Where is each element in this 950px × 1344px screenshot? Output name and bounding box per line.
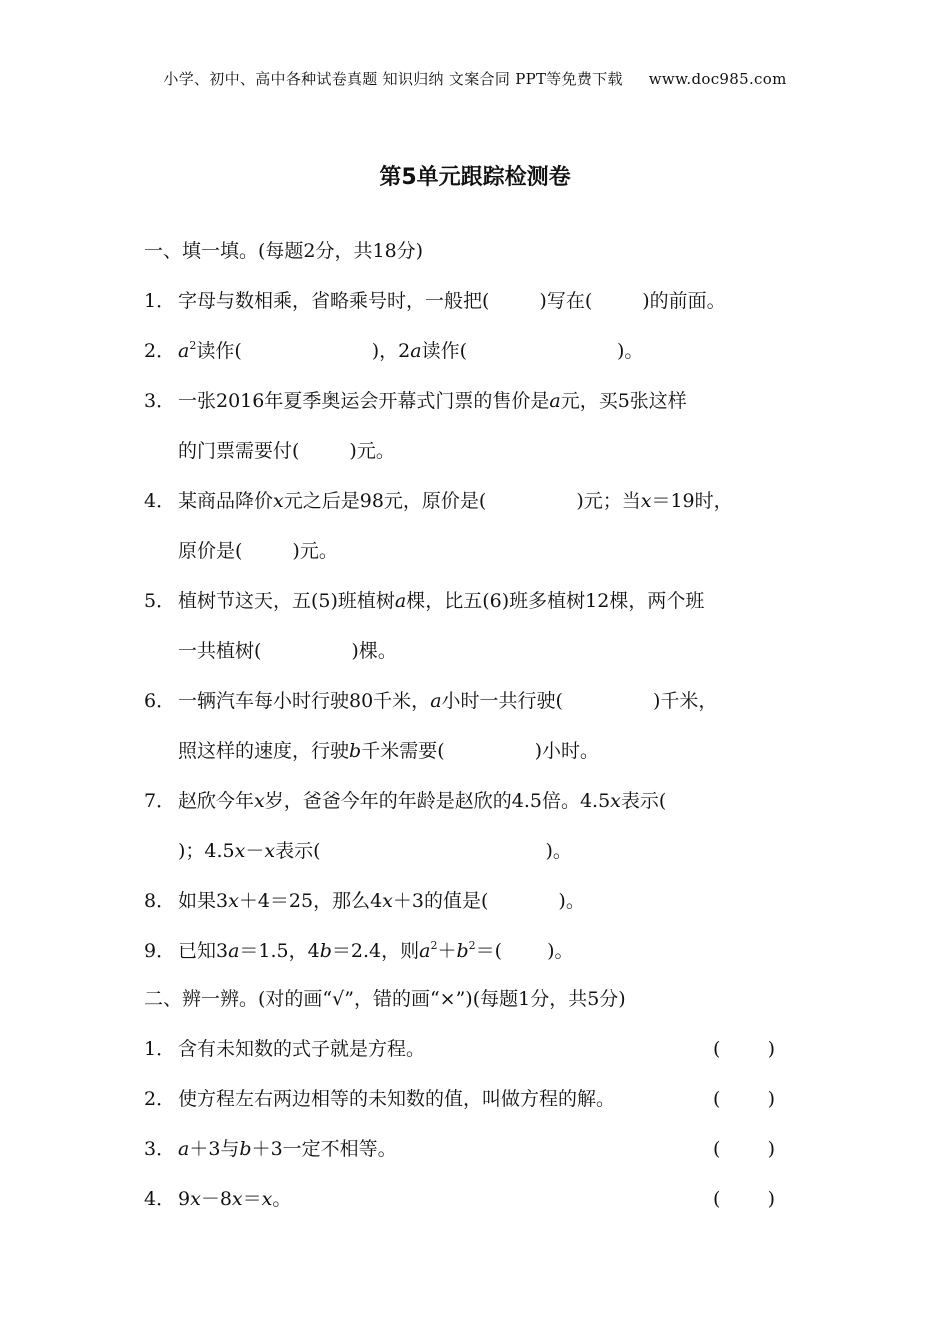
question-2: 2． $a^2$读作( )，2a读作( )。 — [144, 339, 644, 362]
judge-answer-box-2[interactable]: ( ) — [713, 1088, 775, 1110]
question-8: 8． 如果3x＋4＝25，那么4x＋3的值是( )。 — [144, 890, 585, 912]
question-6-line2: 照这样的速度，行驶b千米需要( )小时。 — [178, 740, 600, 762]
question-1: 1． 字母与数相乘，省略乘号时，一般把( )写在( )的前面。 — [144, 290, 726, 312]
question-number: 6． — [144, 690, 176, 712]
page-header — [0, 68, 950, 89]
question-6: 6． 一辆汽车每小时行驶80千米，a小时一共行驶( )千米， — [144, 690, 718, 712]
question-number: 2． — [144, 340, 176, 362]
question-number: 2． — [144, 1088, 176, 1110]
question-number: 4． — [144, 490, 176, 512]
question-number: 9． — [144, 940, 176, 962]
question-number: 1． — [144, 1038, 176, 1060]
question-4: 4． 某商品降价x元之后是98元，原价是( )元；当x＝19时， — [144, 490, 733, 512]
question-7: 7． 赵欣今年x岁，爸爸今年的年龄是赵欣的4.5倍。4.5x表示( — [144, 790, 667, 812]
section1-heading: 一、填一填。(每题2分，共18分) — [144, 240, 424, 262]
question-number: 4． — [144, 1188, 176, 1210]
section2-heading: 二、辨一辨。(对的画“√”，错的画“×”)(每题1分，共5分) — [144, 988, 626, 1010]
judge-statement-3: 3． a＋3与b＋3一定不相等。 — [144, 1138, 397, 1160]
question-number: 1． — [144, 290, 176, 312]
question-number: 5． — [144, 590, 176, 612]
question-number: 3． — [144, 1138, 176, 1160]
header-site: www.doc985.com — [648, 70, 787, 88]
judge-statement-4: 4． 9x－8x＝x。 — [144, 1188, 292, 1210]
question-3-line2: 的门票需要付( )元。 — [178, 440, 395, 462]
judge-statement-1: 1． 含有未知数的式子就是方程。 — [144, 1038, 426, 1060]
judge-answer-box-3[interactable]: ( ) — [713, 1138, 775, 1160]
question-number: 7． — [144, 790, 176, 812]
question-number: 8． — [144, 890, 176, 912]
judge-answer-box-1[interactable]: ( ) — [713, 1038, 775, 1060]
question-9: 9． 已知3a＝1.5，4b＝2.4，则$a^2+b^2=$( )。 — [144, 939, 574, 962]
judge-statement-2: 2． 使方程左右两边相等的未知数的值，叫做方程的解。 — [144, 1088, 616, 1110]
question-7-line2: )；4.5x－x表示( )。 — [178, 840, 572, 862]
judge-answer-box-4[interactable]: ( ) — [713, 1188, 775, 1210]
question-5: 5． 植树节这天，五(5)班植树a棵，比五(6)班多植树12棵，两个班 — [144, 590, 705, 612]
question-number: 3． — [144, 390, 176, 412]
question-4-line2: 原价是( )元。 — [178, 540, 338, 562]
page-title: 第5单元跟踪检测卷 — [379, 165, 571, 190]
header-text: 小学、初中、高中各种试卷真题 知识归纳 文案合同 PPT等免费下载 — [163, 70, 623, 88]
question-5-line2: 一共植树( )棵。 — [178, 640, 397, 662]
question-3: 3． 一张2016年夏季奥运会开幕式门票的售价是a元，买5张这样 — [144, 390, 687, 412]
